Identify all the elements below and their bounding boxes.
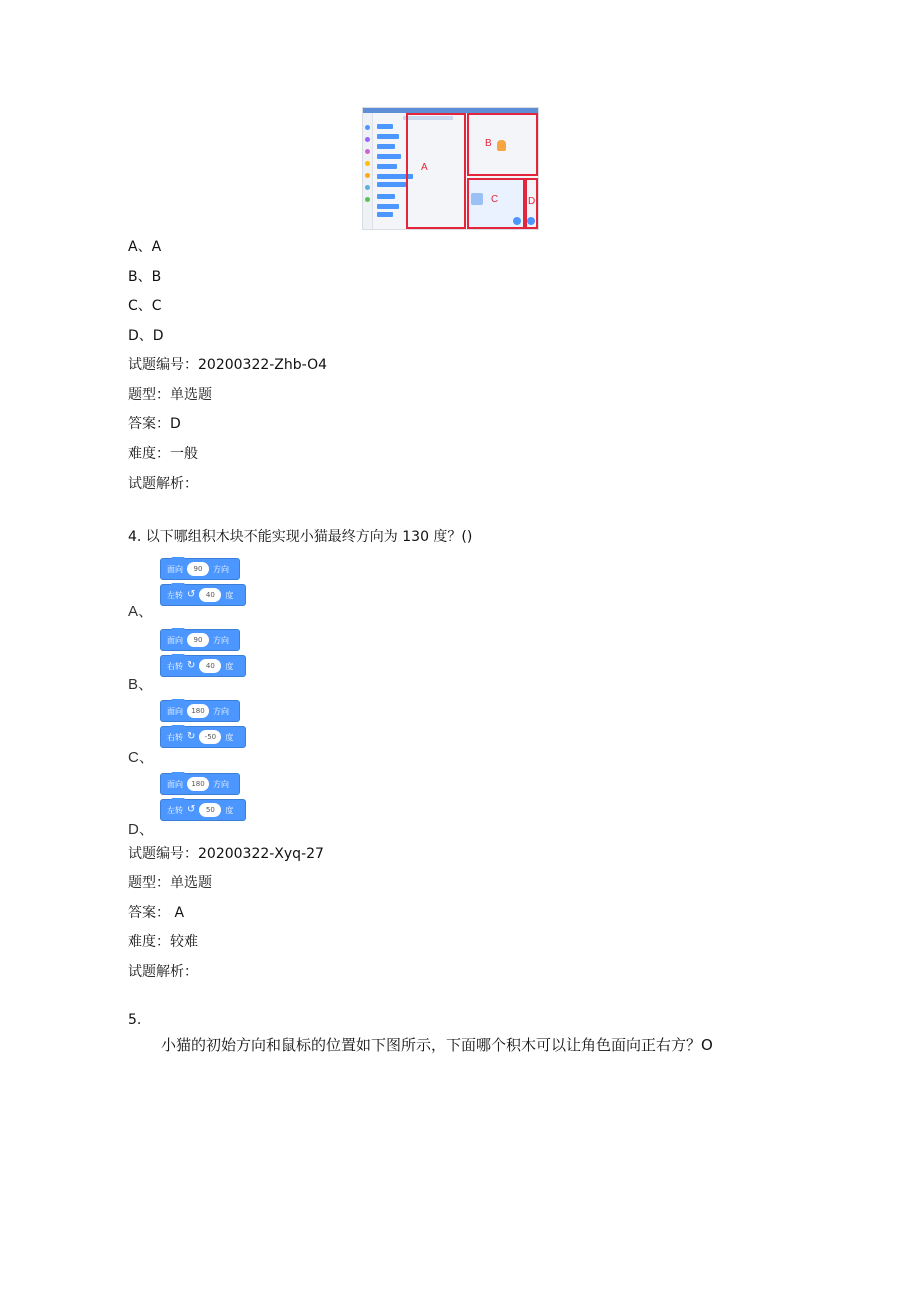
block-value: 40	[199, 588, 221, 602]
region-c-label: C	[491, 194, 499, 205]
palette-block	[377, 164, 397, 169]
q5-number: 5.	[128, 1012, 142, 1028]
block-value: -50	[199, 730, 221, 744]
add-backdrop-icon	[527, 217, 535, 225]
category-dot	[365, 197, 370, 202]
q4-option-a-blocks	[160, 558, 246, 610]
category-dot	[365, 185, 370, 190]
turn-left-icon: ↺	[187, 589, 196, 600]
block-label: 度	[225, 661, 234, 671]
q5-question: 小猫的初始方向和鼠标的位置如下图所示，下面哪个积木可以让角色面向正右方？O	[161, 1036, 713, 1054]
q4-analysis: 试题解析：	[128, 964, 198, 980]
point-direction-block	[160, 629, 240, 651]
q3-option-b: B、B	[128, 269, 162, 285]
block-label: 面向	[167, 706, 183, 716]
q4-question-id: 试题编号：20200322-Xyq-27	[128, 846, 324, 862]
q3-question-type: 题型：单选题	[128, 387, 212, 403]
block-label: 左转	[167, 805, 183, 815]
cat-sprite-icon	[497, 140, 506, 151]
q4-option-c-letter: C、	[128, 749, 154, 766]
q3-analysis: 试题解析：	[128, 476, 198, 492]
block-value: 90	[187, 633, 209, 647]
palette-block	[377, 212, 393, 217]
block-label: 左转	[167, 590, 183, 600]
palette-block	[377, 134, 399, 139]
palette-block	[377, 204, 399, 209]
category-dot	[365, 149, 370, 154]
q3-option-c: C、C	[128, 298, 162, 314]
block-value: 90	[187, 562, 209, 576]
block-label: 右转	[167, 732, 183, 742]
turn-block	[160, 655, 246, 677]
turn-block	[160, 799, 246, 821]
palette-block	[377, 124, 393, 129]
point-direction-block	[160, 558, 240, 580]
q4-option-d-blocks	[160, 773, 246, 825]
turn-right-icon: ↻	[187, 731, 196, 742]
palette-block	[377, 194, 395, 199]
category-column	[363, 113, 373, 229]
q3-option-a: A、A	[128, 239, 162, 255]
category-dot	[365, 161, 370, 166]
block-label: 度	[225, 590, 234, 600]
block-label: 方向	[213, 706, 229, 716]
turn-right-icon: ↻	[187, 660, 196, 671]
block-value: 50	[199, 803, 221, 817]
q4-option-a-letter: A、	[128, 603, 154, 620]
turn-block	[160, 584, 246, 606]
category-dot	[365, 125, 370, 130]
category-dot	[365, 173, 370, 178]
block-value: 40	[199, 659, 221, 673]
q4-question-type: 题型：单选题	[128, 875, 212, 891]
scratch-interface-image	[362, 107, 539, 230]
q4-option-c-blocks	[160, 700, 246, 752]
add-sprite-icon	[513, 217, 521, 225]
q3-question-id: 试题编号：20200322-Zhb-O4	[128, 357, 328, 373]
block-label: 度	[225, 805, 234, 815]
q4-option-b-letter: B、	[128, 676, 154, 693]
point-direction-block	[160, 700, 240, 722]
palette-block	[377, 182, 407, 187]
block-value: 180	[187, 704, 209, 718]
block-label: 面向	[167, 779, 183, 789]
q3-option-d: D、D	[128, 328, 164, 344]
palette-block	[377, 144, 395, 149]
region-a	[406, 113, 466, 229]
block-label: 面向	[167, 635, 183, 645]
palette-block	[377, 154, 401, 159]
block-label: 面向	[167, 564, 183, 574]
region-b-label: B	[485, 138, 492, 149]
q4-question: 4. 以下哪组积木块不能实现小猫最终方向为 130 度？()	[128, 529, 473, 545]
q3-answer: 答案：D	[128, 416, 181, 432]
block-label: 方向	[213, 564, 229, 574]
block-label: 方向	[213, 779, 229, 789]
q4-option-b-blocks	[160, 629, 246, 681]
q4-difficulty: 难度：较难	[128, 934, 198, 950]
q4-option-d-letter: D、	[128, 821, 154, 838]
block-label: 方向	[213, 635, 229, 645]
sprite-thumbnail	[471, 193, 483, 205]
point-direction-block	[160, 773, 240, 795]
region-d-label: D	[528, 196, 536, 207]
block-value: 180	[187, 777, 209, 791]
q4-answer: 答案： A	[128, 905, 185, 921]
q3-difficulty: 难度：一般	[128, 446, 198, 462]
turn-left-icon: ↺	[187, 804, 196, 815]
category-dot	[365, 137, 370, 142]
block-label: 右转	[167, 661, 183, 671]
region-a-label: A	[421, 162, 428, 173]
turn-block	[160, 726, 246, 748]
block-label: 度	[225, 732, 234, 742]
